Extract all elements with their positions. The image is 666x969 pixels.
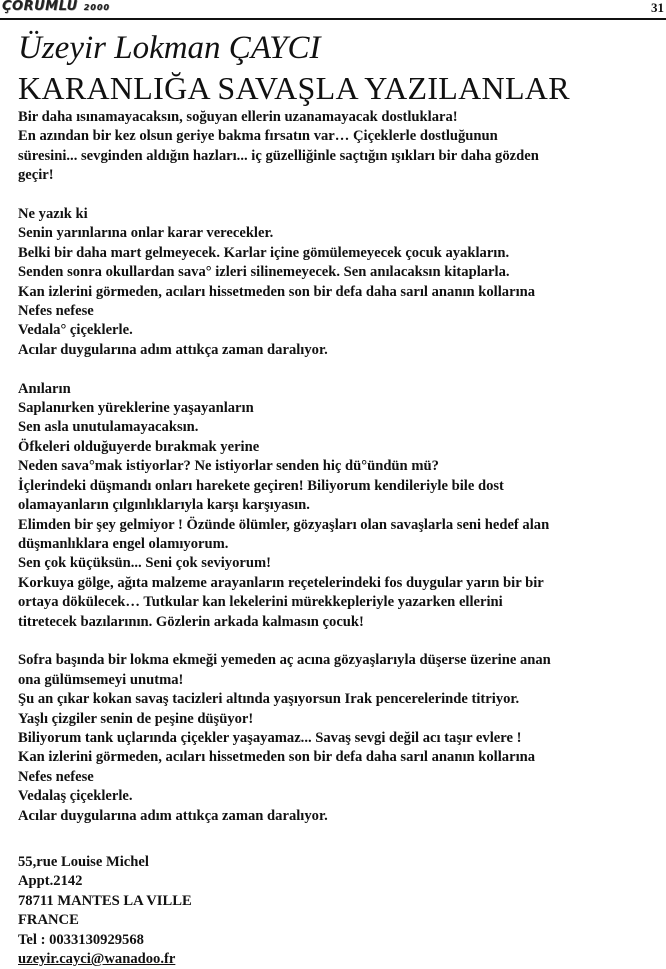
poem-line: Vedala° çiçeklerle. [18,322,133,339]
poem-line: Sen asla unutulamayacaksın. [18,419,199,436]
poem-line: süresini... sevginden aldığın hazları... iç güzelliğinle saçtığın ışıkları bir daha gözden [18,147,539,164]
poem-line: Sen çok küçüksün... Seni çok seviyorum! [18,555,272,572]
address-street: 55,rue Louise Michel [18,854,149,870]
address-appt: Appt.2142 [18,873,83,890]
address-tel: Tel : 0033130929568 [18,931,144,948]
poem-line: Sofra başında bir lokma ekmeği yemeden aç acına gözyaşlarıyla düşerse üzerine anan [18,652,551,669]
magazine-logo [2,0,110,14]
magazine-year: 2000 [83,3,110,12]
poem-line: Öfkeleri olduğuyerde bırakmak yerine [18,438,260,455]
poem-line: olamayanların çılgınlıklarıyla karşı karşıyasın. [18,497,310,514]
poem-line: En azından bir kez olsun geriye bakma fırsatın var… Çiçeklerle dostluğunun [18,128,498,145]
poem-line: Nefes nefese [18,303,94,320]
poem-line: Kan izlerini görmeden, acıları hissetmeden son bir defa daha sarıl ananın kollarına [18,283,536,300]
poem-line: Şu an çıkar kokan savaş tacizleri altında yaşıyorsun Irak pencerelerinde titriyor. [18,691,520,708]
poem-line: Yaşlı çizgiler senin de peşine düşüyor! [18,710,254,727]
stanza-break [18,632,664,651]
article-author: Üzeyir Lokman ÇAYCI [18,30,321,66]
address-email-link[interactable]: uzeyir.cayci@wanadoo.fr [18,951,176,968]
address-city: 78711 MANTES LA VILLE [18,892,192,909]
poem-line: Anıların [18,380,71,397]
poem-line: Acılar duygularına adım attıkça zaman daralıyor. [18,807,328,824]
author-address [18,853,192,969]
poem-line: ona gülümsemeyi unutma! [18,671,184,688]
poem-line: ortaya dökülecek… Tutkular kan lekelerini mürekkepleriyle yazarken ellerini [18,594,503,611]
page-header [0,0,666,20]
stanza-break [18,360,664,379]
poem-line: düşmanlıklara engel olamıyorum. [18,535,229,552]
address-country: FRANCE [18,912,79,929]
poem-line: Senin yarınlarına onlar karar verecekler. [18,225,274,242]
poem-line: Elimden bir şey gelmiyor ! Özünde ölümler, gözyaşları olan savaşlarla seni hedef alan [18,516,550,533]
poem-line: Nefes nefese [18,768,94,785]
poem-line: Ne yazık ki [18,206,88,223]
poem-line: Korkuya gölge, ağıta malzeme arayanların reçetelerindeki fos duygular yarın bir bir [18,574,544,591]
poem-body [18,108,664,826]
stanza-break [18,186,664,205]
page-number: 31 [651,0,664,15]
poem-line: Saplanırken yüreklerine yaşayanların [18,400,254,417]
poem-line: Acılar duygularına adım attıkça zaman daralıyor. [18,341,328,358]
magazine-name: ÇORUMLU [2,0,78,14]
poem-line: Kan izlerini görmeden, acıları hissetmeden son bir defa daha sarıl ananın kollarına [18,749,536,766]
poem-line: Senden sonra okullardan sava° izleri silinemeyecek. Sen anılacaksın kitaplarla. [18,264,510,281]
poem-line: İçlerindeki düşmandı onları harekete geçiren! Biliyorum kendileriyle bile dost [18,477,504,494]
article-title: KARANLIĞA SAVAŞLA YAZILANLAR [18,70,570,106]
poem-line: Neden sava°mak istiyorlar? Ne istiyorlar senden hiç dü°ündün mü? [18,458,439,475]
poem-line: geçir! [18,167,54,184]
poem-line: Belki bir daha mart gelmeyecek. Karlar içine gömülemeyecek çocuk ayakların. [18,244,510,261]
poem-line: Bir daha ısınamayacaksın, soğuyan ellerin uzanamayacak dostluklara! [18,109,458,125]
poem-line: Biliyorum tank uçlarında çiçekler yaşayamaz... Savaş sevgi değil acı taşır evlere ! [18,729,522,746]
poem-line: Vedalaş çiçeklerle. [18,788,133,805]
poem-line: titretecek bazılarının. Gözlerin arkada kalmasın çocuk! [18,613,364,630]
